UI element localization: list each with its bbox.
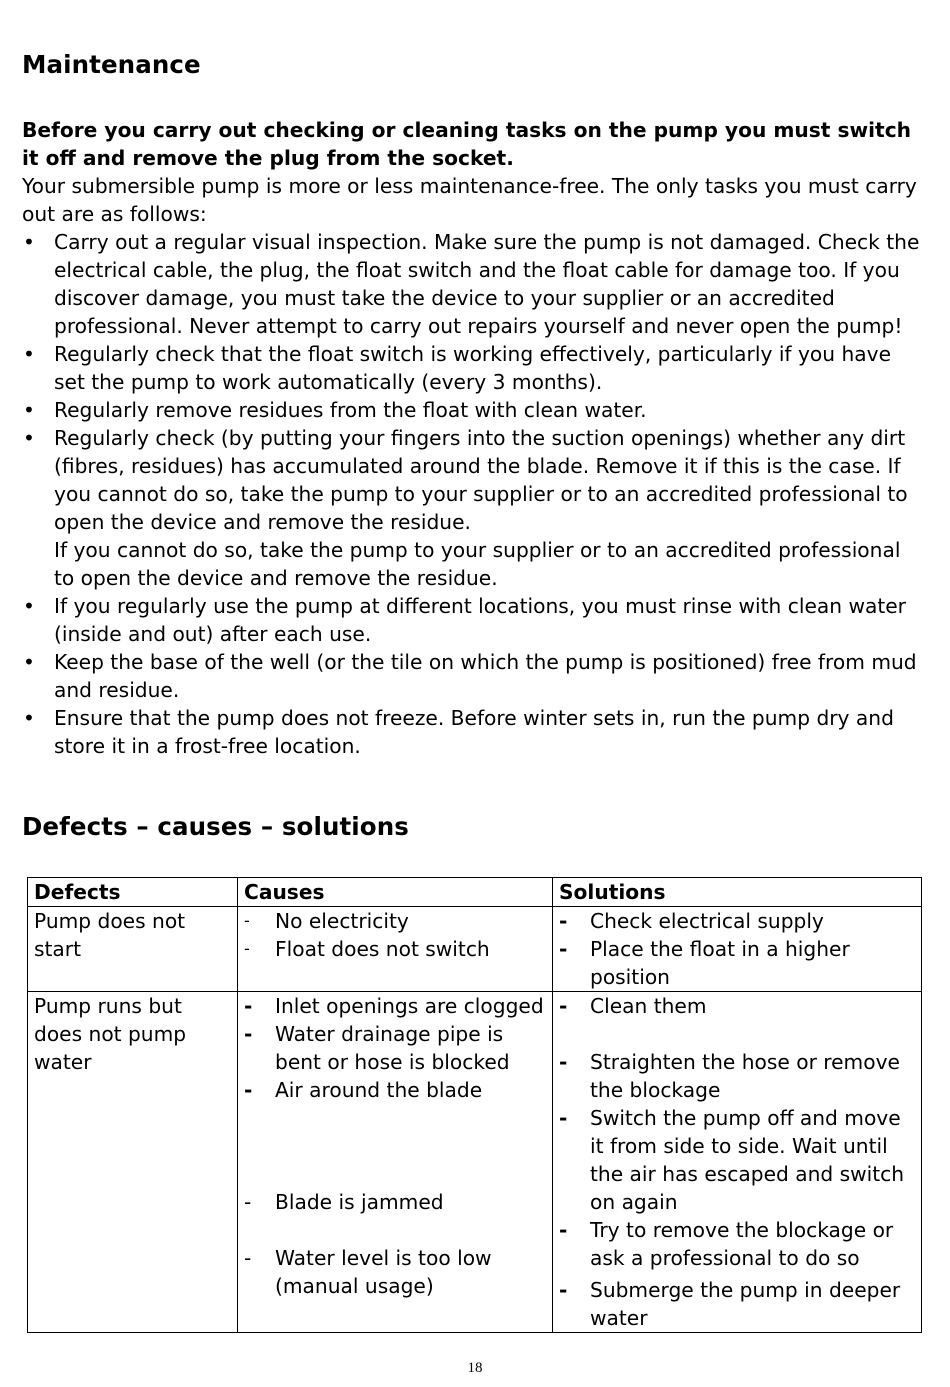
solution-item: - Clean them xyxy=(559,994,707,1018)
list-item: • Ensure that the pump does not freeze. Before winter sets in, run the pump dry and store it in a frost-free location. xyxy=(22,704,922,760)
solutions-cell xyxy=(553,907,922,992)
list-item: • If you regularly use the pump at different locations, you must rinse with clean water (inside and out) after each use. xyxy=(22,592,922,648)
table-row xyxy=(28,907,922,992)
cause-item: - Blade is jammed xyxy=(244,1190,444,1214)
maintenance-body xyxy=(22,116,922,760)
header-solutions: Solutions xyxy=(553,878,922,907)
cause-item: - Float does not switch xyxy=(244,937,490,961)
defects-heading: Defects – causes – solutions xyxy=(22,812,409,841)
maintenance-heading: Maintenance xyxy=(22,50,201,79)
maintenance-warning: Before you carry out checking or cleaning tasks on the pump you must switch it off and remove the plug from the socket. xyxy=(22,118,912,170)
solution-item: - Switch the pump off and move it from side to side. Wait until the air has escaped and switch on again xyxy=(559,1106,905,1214)
causes-cell xyxy=(238,907,553,992)
table-header-row xyxy=(28,878,922,907)
solution-item: - Try to remove the blockage or ask a professional to do so xyxy=(559,1218,894,1270)
list-item: • Regularly check (by putting your fingers into the suction openings) whether any dirt (fibres, residues) has accumulated around the blade. Remove it if this is the case. If you cannot do so, take the pump to your supplier or to an accredited professional to open the device and remove the residue. If you cannot do so, take the pump to your supplier or to an accredited professional to open the device and remove the residue. xyxy=(22,424,922,592)
page-number: 18 xyxy=(467,1360,483,1376)
repeated-sentence: If you cannot do so, take the pump to your supplier or to an accredited professional to open the device and remove the residue. xyxy=(54,538,901,590)
defect-cell: Pump does not start xyxy=(28,907,238,992)
maintenance-task-list xyxy=(22,228,922,760)
solutions-cell xyxy=(553,992,922,1333)
list-item: • Regularly check that the float switch is working effectively, particularly if you have set the pump to work automatically (every 3 months). xyxy=(22,340,922,396)
maintenance-intro: Your submersible pump is more or less maintenance-free. The only tasks you must carry out are as follows: xyxy=(22,174,917,226)
cause-item: - No electricity xyxy=(244,909,409,933)
cause-item: - Air around the blade xyxy=(244,1078,483,1102)
cause-item: - Water level is too low (manual usage) xyxy=(244,1246,492,1298)
defects-table xyxy=(27,877,922,1333)
list-item: • Keep the base of the well (or the tile on which the pump is positioned) free from mud and residue. xyxy=(22,648,922,704)
list-item: • Carry out a regular visual inspection. Make sure the pump is not damaged. Check the electrical cable, the plug, the float switch and the float cable for damage too. If you discover damage, you must take the device to your supplier or an accredited professional. Never attempt to carry out repairs yourself and never open the pump! xyxy=(22,228,922,340)
defect-cell: Pump runs but does not pump water xyxy=(28,992,238,1333)
list-item: • Regularly remove residues from the float with clean water. xyxy=(22,396,922,424)
cause-item: - Inlet openings are clogged xyxy=(244,994,544,1018)
solution-item: - Submerge the pump in deeper water xyxy=(559,1278,901,1330)
table-row xyxy=(28,992,922,1333)
solution-item: - Straighten the hose or remove the blockage xyxy=(559,1050,900,1102)
solution-item: - Place the float in a higher position xyxy=(559,937,850,989)
cause-item: - Water drainage pipe is bent or hose is blocked xyxy=(244,1022,510,1074)
header-defects: Defects xyxy=(28,878,238,907)
causes-cell xyxy=(238,992,553,1333)
solution-item: - Check electrical supply xyxy=(559,909,824,933)
header-causes: Causes xyxy=(238,878,553,907)
